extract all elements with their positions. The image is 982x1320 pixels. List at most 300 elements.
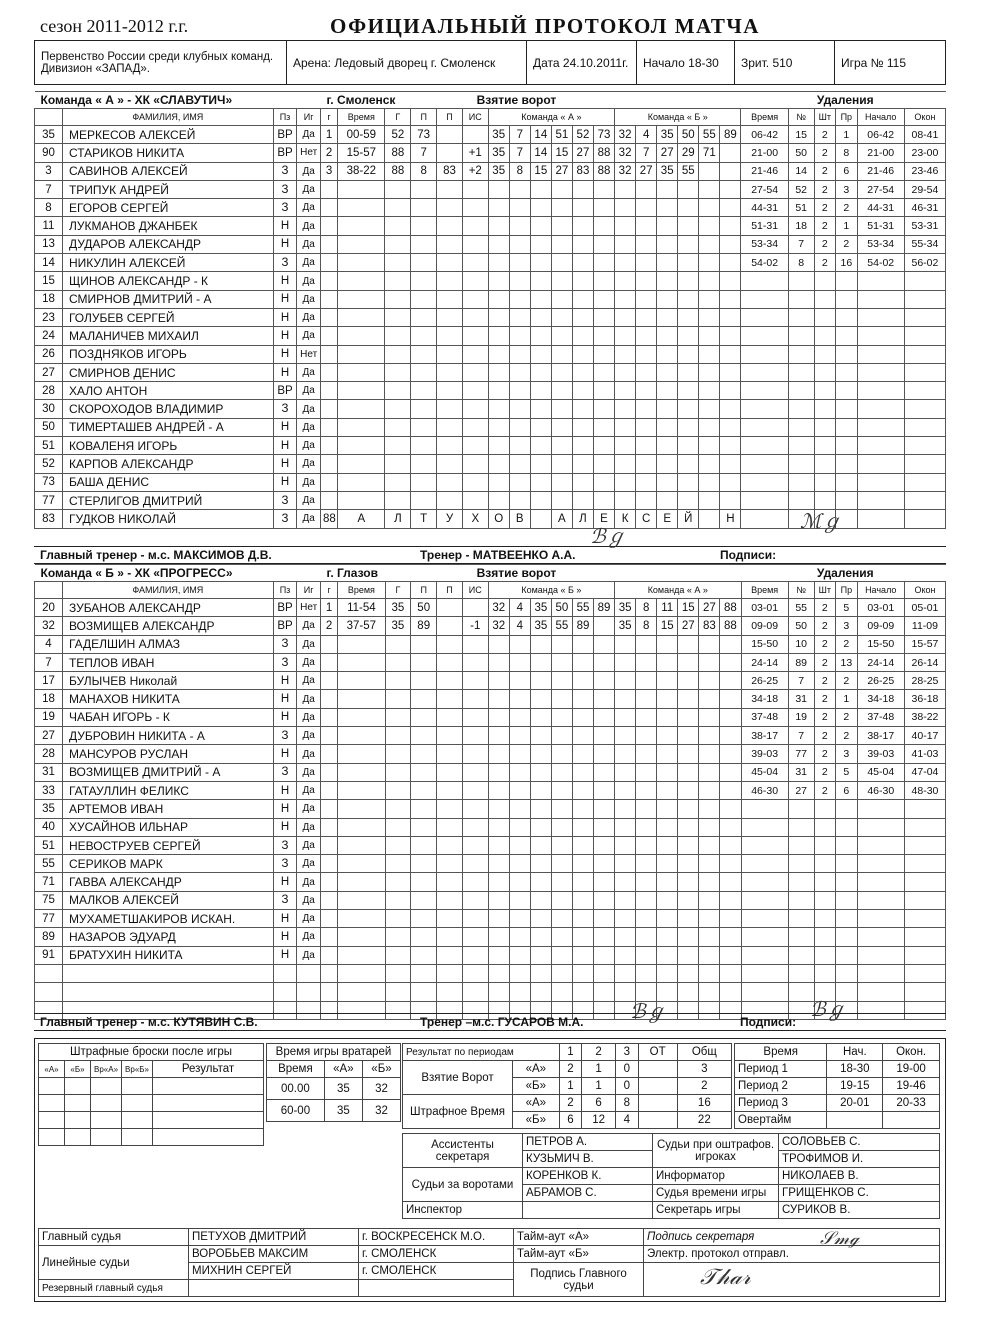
empty-cell [321,891,338,909]
goalie-time-col: «Б» [362,1061,400,1078]
empty-cell [636,290,657,308]
empty-cell [678,199,699,217]
shootout-table [38,1043,264,1146]
player-row [35,763,946,781]
empty-cell [411,290,437,308]
player-number: 28 [35,382,63,400]
empty-cell [678,437,699,455]
penalty-cell: 8 [836,144,858,162]
empty-cell [788,382,814,400]
penalty-cell: 15 [788,126,814,144]
goal-judge: КОРЕНКОВ К. [523,1168,653,1185]
player-row [35,455,946,473]
empty-cell [338,690,385,708]
hdr-on-ice-opp: Команда « Б » [615,109,741,126]
goal-judge: АБРАМОВ С. [523,1185,653,1202]
empty-cell [857,272,904,290]
empty-cell [411,653,437,671]
player-played: Да [297,437,321,455]
empty-cell [338,635,385,653]
empty-cell [65,1129,91,1146]
empty-cell [385,836,411,854]
empty-cell [551,891,572,909]
empty-cell [385,800,411,818]
empty-cell [836,437,858,455]
linesmen-label: Линейные судьи [39,1246,189,1280]
empty-cell [411,272,437,290]
empty-cell [488,690,509,708]
penalty-cell: 8 [788,254,814,272]
player-position: Н [273,928,297,946]
empty-cell [385,964,411,982]
empty-cell [836,836,858,854]
player-name: СМИРНОВ ДМИТРИЙ - А [62,290,273,308]
player-number: 7 [35,653,63,671]
period-col: 2 [582,1044,616,1061]
empty-cell [572,272,593,290]
empty-cell [338,235,385,253]
player-row [35,672,946,690]
empty-cell [572,910,593,928]
empty-cell [615,800,636,818]
empty-cell [462,818,488,836]
on-ice-cell: 15 [657,617,678,635]
empty-cell [720,946,741,964]
empty-cell [678,345,699,363]
player-played: Да [297,800,321,818]
player-number: 31 [35,763,63,781]
empty-cell [551,818,572,836]
empty-cell [814,327,836,345]
on-ice-cell: 14 [530,126,551,144]
empty-cell [385,653,411,671]
empty-cell [814,964,836,982]
empty-cell [321,672,338,690]
player-name: ГОЛУБЕВ СЕРГЕЙ [62,308,273,326]
empty-cell [65,1078,91,1095]
empty-cell [836,327,858,345]
empty-cell [462,855,488,873]
goal-cell: 88 [385,144,411,162]
empty-cell [594,928,615,946]
period-cell: 1 [582,1078,616,1095]
penbox-judge: СОЛОВЬЕВ С. [779,1134,940,1151]
empty-cell [437,235,463,253]
player-played: Да [297,455,321,473]
player-row [35,836,946,854]
penalty-cell: 09-09 [857,617,904,635]
player-name [62,983,273,1001]
team_a-city: г. Смоленск [320,92,436,109]
player-played: Да [297,873,321,891]
empty-cell [462,964,488,982]
period-results-table [402,1043,732,1129]
empty-cell [741,455,788,473]
empty-cell [320,290,337,308]
empty-cell [615,418,636,436]
empty-cell [462,745,488,763]
empty-cell [657,928,678,946]
empty-cell [385,235,411,253]
team-b-signatures: Подписи: [740,1015,797,1029]
empty-cell [720,855,741,873]
empty-cell [836,946,858,964]
penalty-cell: 26-14 [904,653,945,671]
penalty-cell: 54-02 [741,254,788,272]
empty-cell [572,308,593,326]
empty-cell [615,491,636,509]
team_b-city: г. Глазов [321,565,437,582]
goal-cell: 38-22 [338,162,385,180]
letter-cell: Е [657,510,678,528]
empty-cell [678,800,699,818]
penalty-cell: 45-04 [857,763,904,781]
hdr-p_time: Время [741,582,788,599]
penalty-cell: 05-01 [904,599,945,617]
empty-cell [488,983,509,1001]
on-ice-cell: 55 [699,126,720,144]
empty-cell [904,400,945,418]
empty-cell [857,855,904,873]
goal-cell: 35 [385,617,411,635]
secretary: СУРИКОВ В. [779,1202,940,1219]
penalty-cell: 37-48 [741,708,788,726]
empty-cell [411,400,437,418]
empty-cell [320,235,337,253]
empty-cell [678,327,699,345]
empty-cell [788,308,814,326]
empty-cell [530,382,551,400]
empty-cell [530,199,551,217]
empty-cell [338,964,385,982]
penalty-cell: 5 [836,599,858,617]
empty-cell [788,437,814,455]
empty-cell [385,290,411,308]
player-number [35,983,63,1001]
linesman-city: г. СМОЛЕНСК [359,1263,514,1280]
empty-cell [411,473,437,491]
periods-goals-label: Взятие Ворот [403,1061,513,1095]
period-time-cell [883,1112,940,1129]
empty-cell [678,708,699,726]
empty-cell [530,818,551,836]
empty-cell [385,910,411,928]
team-a-table [34,91,946,529]
team_a-goals-title: Взятие ворот [437,92,741,109]
secretary-label: Секретарь игры [653,1202,779,1219]
player-number: 18 [35,290,63,308]
empty-cell [678,400,699,418]
penalty-cell: 46-30 [857,781,904,799]
penalty-cell: 2 [814,690,836,708]
empty-cell [530,690,551,708]
assistant: ПЕТРОВ А. [523,1134,653,1151]
player-row [35,745,946,763]
empty-cell [636,964,657,982]
player-played: Да [297,818,321,836]
player-played: Да [297,708,321,726]
player-number: 23 [35,308,63,326]
empty-cell [788,272,814,290]
empty-cell [572,491,593,509]
empty-cell [462,345,488,363]
empty-cell [385,455,411,473]
player-position: Н [273,308,297,326]
on-ice-cell: 83 [699,617,720,635]
empty-cell [437,473,463,491]
player-number: 24 [35,327,63,345]
empty-cell [720,928,741,946]
empty-cell [321,836,338,854]
player-position: ВР [273,126,297,144]
empty-cell [657,400,678,418]
empty-cell [788,363,814,381]
player-played [297,983,321,1001]
empty-cell [488,345,509,363]
empty-cell [411,891,437,909]
on-ice-cell: 71 [699,144,720,162]
empty-cell [836,455,858,473]
empty-cell [509,418,530,436]
player-row [35,708,946,726]
secretary-signature: 𝒮𝓂ℊ [820,1228,860,1248]
empty-cell [657,235,678,253]
penalty-cell: 2 [814,745,836,763]
penalty-cell: 45-04 [741,763,788,781]
player-played: Да [297,235,321,253]
empty-cell [636,400,657,418]
empty-cell [678,781,699,799]
page-title: ОФИЦИАЛЬНЫЙ ПРОТОКОЛ МАТЧА [330,14,760,38]
player-number: 33 [35,781,63,799]
player-name: КАРПОВ АЛЕКСАНДР [62,455,273,473]
player-played: Да [297,781,321,799]
empty-cell [462,763,488,781]
player-row [35,144,946,162]
empty-cell [657,690,678,708]
empty-cell [488,818,509,836]
empty-cell [615,928,636,946]
empty-cell [530,653,551,671]
empty-cell [437,891,463,909]
penalty-cell: 55 [788,599,814,617]
period-time-cell: 19-15 [827,1078,883,1095]
empty-cell [551,327,572,345]
empty-cell [359,1280,514,1297]
empty-cell [788,873,814,891]
period-cell: «Б» [513,1112,560,1129]
empty-cell [904,946,945,964]
player-name: ЩИНОВ АЛЕКСАНДР - К [62,272,273,290]
period-col: 3 [615,1044,638,1061]
penalty-cell: 46-30 [741,781,788,799]
empty-cell [462,254,488,272]
hdr-name: ФАМИЛИЯ, ИМЯ [62,582,273,599]
on-ice-cell: 15 [530,162,551,180]
empty-cell [572,290,593,308]
periods-pen-label: Штрафное Время [403,1095,513,1129]
empty-cell [788,473,814,491]
empty-cell [699,635,720,653]
empty-cell [572,690,593,708]
empty-cell [551,382,572,400]
empty-cell [385,254,411,272]
player-row [35,199,946,217]
empty-cell [699,382,720,400]
player-row [35,345,946,363]
empty-cell [385,928,411,946]
player-position: З [273,510,297,528]
empty-cell [530,345,551,363]
goal-cell: 1 [321,599,338,617]
empty-cell [657,199,678,217]
empty-cell [741,473,788,491]
empty-cell [836,308,858,326]
penalty-cell: 2 [836,708,858,726]
penalty-cell: 1 [836,126,858,144]
player-number: 3 [35,162,63,180]
empty-cell [509,455,530,473]
empty-cell [741,836,788,854]
hdr-time: Время [338,582,385,599]
empty-cell [488,418,509,436]
empty-cell [699,928,720,946]
player-name: НЕВОСТРУЕВ СЕРГЕЙ [62,836,273,854]
empty-cell [39,1095,65,1112]
empty-cell [385,473,411,491]
player-row [35,180,946,198]
empty-cell [572,327,593,345]
empty-cell [741,855,788,873]
penalty-cell: 38-22 [904,708,945,726]
penalty-cell: 08-41 [904,126,945,144]
on-ice-cell: 55 [551,617,572,635]
penbox-judge: ТРОФИМОВ И. [779,1151,940,1168]
empty-cell [857,800,904,818]
empty-cell [437,836,463,854]
empty-cell [437,946,463,964]
empty-cell [462,217,488,235]
empty-cell [615,327,636,345]
period-time-cell: Период 3 [735,1095,827,1112]
on-ice-cell: 27 [699,599,720,617]
empty-cell [594,873,615,891]
empty-cell [593,473,614,491]
championship: Первенство России среди клубных команд. Дивизион «ЗАПАД». [35,41,287,84]
player-position: ВР [273,617,297,635]
penalty-cell: 1 [836,217,858,235]
penalty-cell: 14 [788,162,814,180]
player-position: З [273,199,297,217]
penalty-cell: 24-14 [741,653,788,671]
period-times-col: Время [735,1044,827,1061]
empty-cell [636,891,657,909]
empty-cell [411,199,437,217]
empty-cell [678,473,699,491]
player-number: 14 [35,254,63,272]
penalty-cell: 26-25 [857,672,904,690]
player-position: Н [273,272,297,290]
empty-cell [857,327,904,345]
hdr-p_no: № [788,582,814,599]
player-position: ВР [273,144,297,162]
empty-cell [904,290,945,308]
empty-cell [678,272,699,290]
empty-cell [411,708,437,726]
empty-cell [741,363,788,381]
empty-cell [836,345,858,363]
empty-cell [411,363,437,381]
empty-cell [615,290,636,308]
player-row [35,254,946,272]
empty-cell [699,672,720,690]
period-cell: 6 [582,1095,616,1112]
empty-cell [523,1202,653,1219]
empty-cell [857,983,904,1001]
player-row [35,964,946,982]
empty-cell [437,400,463,418]
on-ice-cell: 32 [615,144,636,162]
empty-cell [615,437,636,455]
period-cell: 0 [615,1061,638,1078]
empty-cell [699,836,720,854]
letter-cell: О [488,510,509,528]
empty-cell [699,946,720,964]
team_a-penalties-title: Удаления [741,92,946,109]
player-played: Да [297,308,321,326]
empty-cell [551,653,572,671]
empty-cell [509,473,530,491]
player-number [35,964,63,982]
empty-cell [509,180,530,198]
player-row [35,910,946,928]
empty-cell [488,964,509,982]
penalty-cell: 2 [814,653,836,671]
empty-cell [122,1112,153,1129]
empty-cell [551,254,572,272]
empty-cell [551,873,572,891]
period-cell: 8 [615,1095,638,1112]
on-ice-cell: 4 [509,599,530,617]
period-cell: «А» [513,1095,560,1112]
goal-cell: 8 [411,162,437,180]
empty-cell [594,690,615,708]
goal-cell: 88 [385,162,411,180]
empty-cell [530,946,551,964]
empty-cell [572,928,593,946]
empty-cell [551,473,572,491]
empty-cell [320,363,337,381]
empty-cell [152,1112,263,1129]
player-row [35,653,946,671]
empty-cell [836,818,858,836]
hdr-p_min: Шт [814,109,836,126]
on-ice-cell: 7 [636,144,657,162]
empty-cell [338,437,385,455]
empty-cell [788,928,814,946]
empty-cell [385,855,411,873]
empty-cell [411,855,437,873]
empty-cell [437,928,463,946]
player-played: Да [297,254,321,272]
empty-cell [551,745,572,763]
penalty-cell: 53-34 [741,235,788,253]
player-played: Нет [297,599,321,617]
empty-cell [411,983,437,1001]
empty-cell [699,345,720,363]
on-ice-cell: 35 [530,617,551,635]
goal-cell: 1 [320,126,337,144]
